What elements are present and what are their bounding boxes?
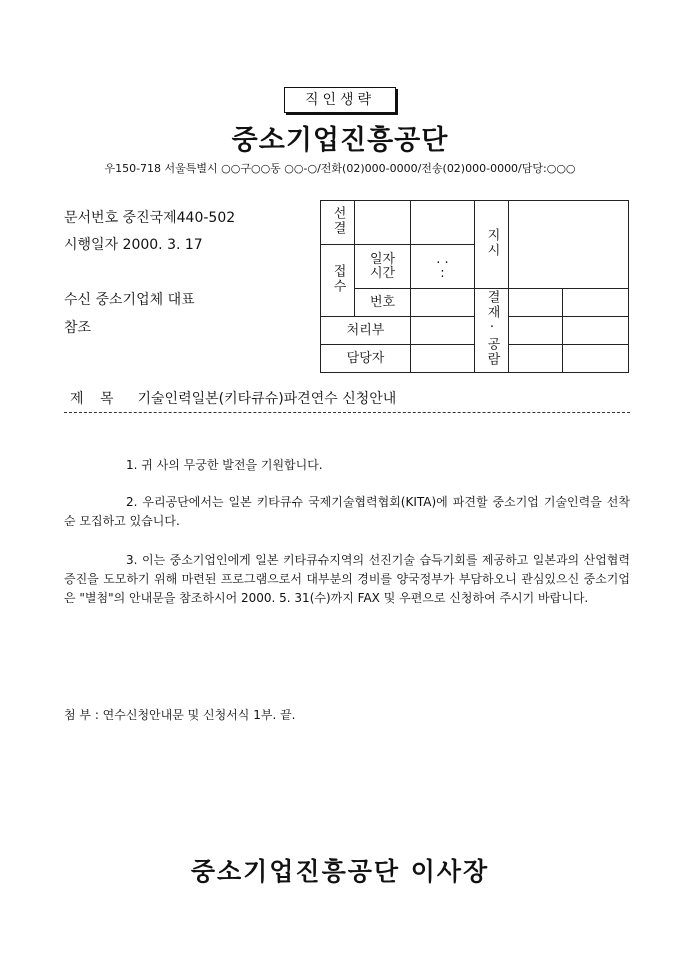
seongyeol-box-1 [355,201,411,245]
ilja-value: . . [436,251,449,267]
cheoribu-value [411,317,475,345]
jisi-box [509,201,629,289]
paragraph-1: 1. 귀 사의 무궁한 발전을 기원합니다. [126,458,323,472]
seongyeol-label: 선결 [321,201,355,245]
subject-line [64,388,630,413]
issue-date: 시행일자 2000. 3. 17 [64,237,203,253]
signature-line: 중소기업진흥공단 이사장 [190,857,490,886]
gyeoljae-box-2 [563,289,629,317]
organization-title: 중소기업진흥공단 [231,125,449,156]
gyeoljae-box-6 [563,345,629,373]
damdangja-value [411,345,475,373]
subject-label: 제 목 [70,391,120,407]
ilja-sigan-label: 일자 시간 [355,245,411,289]
seal-omitted-stamp: 직인생략 [284,87,396,113]
address-line: 우150-718 서울특별시 ○○구○○동 ○○-○/전화(02)000-0000/전송(02)000-0000/담당:○○○ [104,162,576,175]
approval-grid [320,200,629,373]
document-number: 문서번호 중진국제440-502 [64,210,236,226]
ilja-sigan-value [411,245,475,289]
jisi-label: 지시 [475,201,509,289]
gyeoljae-box-3 [509,317,563,345]
beonho-value [411,289,475,317]
damdangja-label: 담당자 [321,345,411,373]
reference: 참조 [64,320,92,336]
paragraph-2: 2. 우리공단에서는 일본 키타큐슈 국제기술협력협회(KITA)에 파견할 중소기업 기술인력을 선착순 모집하고 있습니다. [64,495,630,528]
gyeoljae-box-5 [509,345,563,373]
cheoribu-label: 처리부 [321,317,411,345]
recipient: 수신 중소기업체 대표 [64,292,195,308]
beonho-label: 번호 [355,289,411,317]
attachment-line: 첨 부 : 연수신청안내문 및 신청서식 1부. 끝. [64,708,296,722]
paragraph-3: 3. 이는 중소기업인에게 일본 키타큐슈지역의 선진기술 습득기회를 제공하고 일본과의 산업협력 증진을 도모하기 위해 마련된 프로그램으로서 대부분의 경비를 양국정부가 부담하오니 관심있으신 중소기업은 "별첨"의 안내문을 참조하시어 2000. 5. 31(수)까지 FAX 및 우편으로 신청하여 주시기 바랍니다. [64,553,630,605]
sigan-value: : [440,265,445,281]
jeopsu-label: 접수 [321,245,355,317]
gyeoljae-label: 결재·공람 [475,289,509,373]
seongyeol-box-2 [411,201,475,245]
gyeoljae-box-1 [509,289,563,317]
gyeoljae-box-4 [563,317,629,345]
subject-text: 기술인력일본(키타큐슈)파견연수 신청안내 [137,391,397,407]
